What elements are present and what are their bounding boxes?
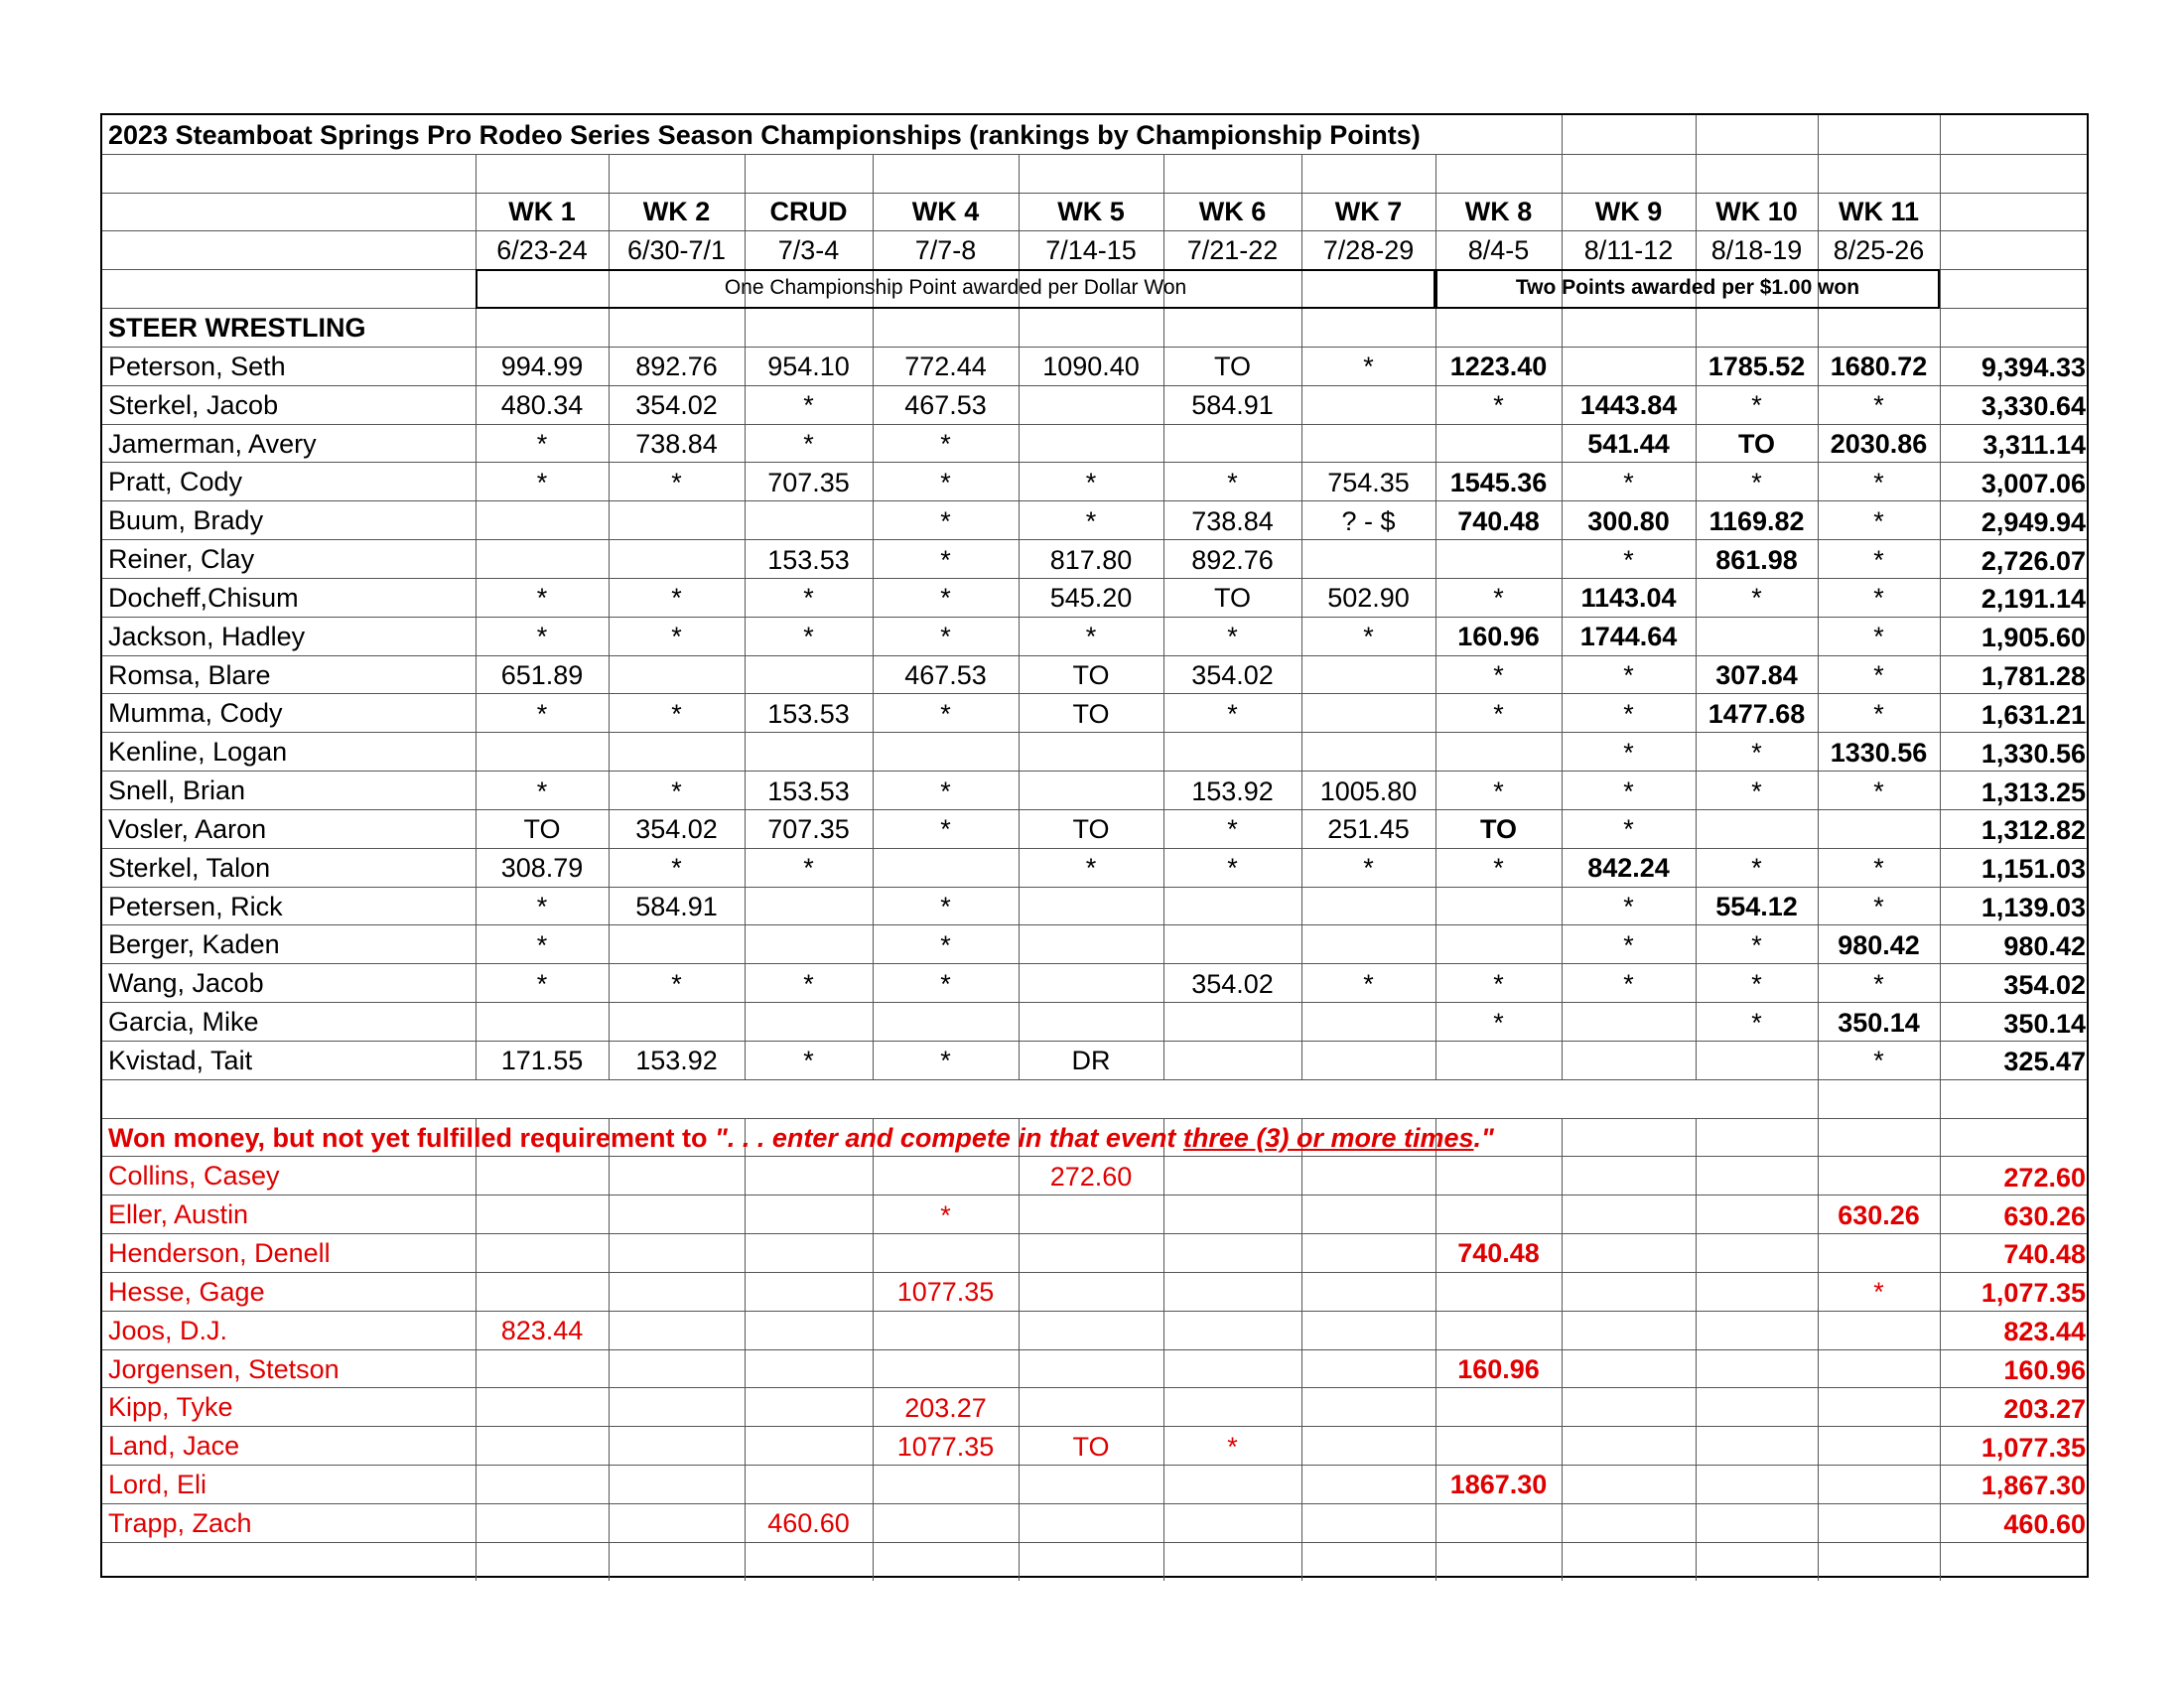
requirement-note: [108, 1119, 1494, 1157]
contestant-name: Joos, D.J.: [108, 1315, 228, 1345]
week-result: 754.35: [1327, 467, 1410, 497]
week-result: 272.60: [1049, 1161, 1133, 1192]
contestant-name: Jackson, Hadley: [108, 621, 306, 651]
contestant-name: Peterson, Seth: [108, 351, 286, 381]
week-result: *: [1751, 929, 1762, 960]
week-result: *: [1751, 1007, 1762, 1038]
points-total: 1,867.30: [1980, 1471, 2086, 1501]
week-result: *: [671, 622, 682, 652]
row-divider: [102, 1542, 2087, 1543]
requirement-note-emphasis: three (3) or more times: [1182, 1122, 1474, 1153]
week-result: 350.14: [1838, 1007, 1920, 1038]
week-result: 545.20: [1049, 583, 1133, 614]
points-total: 1,905.60: [1980, 623, 2086, 653]
row-divider: [102, 1503, 2087, 1504]
week-result: *: [803, 968, 814, 999]
week-result: *: [1623, 814, 1634, 845]
week-result: 584.91: [1191, 390, 1274, 421]
column-divider: [609, 1118, 610, 1581]
requirement-note-text: Won money, but not yet fulfilled requirement to ". . . enter and compete in that event: [108, 1122, 1183, 1153]
event-heading: STEER WRESTLING: [108, 313, 366, 344]
week-result: *: [1363, 853, 1374, 884]
points-total: 354.02: [2003, 969, 2086, 1000]
contestant-name: Buum, Brady: [108, 505, 264, 536]
week-result: *: [1227, 1431, 1238, 1462]
week-header: WK 5: [1057, 197, 1125, 227]
week-result: 2030.86: [1830, 429, 1928, 460]
week-result: 354.02: [1191, 660, 1274, 691]
week-result: 203.27: [904, 1392, 987, 1423]
week-result: *: [1751, 467, 1762, 497]
week-result: 467.53: [904, 660, 987, 691]
week-result: *: [1873, 467, 1884, 497]
week-result: *: [671, 583, 682, 614]
week-result: *: [1873, 1046, 1884, 1076]
week-result: 994.99: [500, 352, 584, 382]
week-result: *: [536, 467, 548, 497]
week-result: *: [1623, 775, 1634, 806]
week-header: CRUD: [769, 197, 848, 227]
points-total: 1,313.25: [1980, 776, 2086, 807]
week-result: *: [940, 968, 951, 999]
week-result: *: [940, 544, 951, 575]
week-result: *: [1227, 467, 1238, 497]
week-result: *: [1227, 622, 1238, 652]
one-point-note: One Championship Point awarded per Dollar Won: [724, 275, 1187, 299]
week-result: *: [1493, 698, 1504, 729]
points-total: 350.14: [2003, 1008, 2086, 1039]
week-header: WK 1: [508, 197, 576, 227]
week-result: 861.98: [1715, 544, 1798, 575]
points-total: 1,139.03: [1980, 893, 2086, 922]
week-result: 954.10: [767, 352, 850, 382]
week-result: *: [1623, 467, 1634, 497]
week-result: *: [940, 892, 951, 921]
week-result: *: [1623, 698, 1634, 729]
week-result: 1785.52: [1707, 352, 1806, 382]
contestant-name: Collins, Casey: [108, 1161, 280, 1192]
week-result: *: [803, 853, 814, 884]
contestant-name: Reiner, Clay: [108, 544, 255, 575]
week-result: *: [1623, 968, 1634, 999]
week-result: *: [1363, 352, 1374, 382]
week-result: *: [1623, 660, 1634, 691]
week-dates: 7/21-22: [1186, 234, 1279, 265]
week-result: *: [1493, 583, 1504, 614]
points-total: 160.96: [2003, 1354, 2086, 1385]
week-result: *: [803, 622, 814, 652]
week-result: *: [1227, 814, 1238, 845]
week-result: *: [1751, 853, 1762, 884]
week-result: TO: [1479, 814, 1517, 845]
week-result: 842.24: [1587, 853, 1670, 884]
week-result: *: [1493, 660, 1504, 691]
week-result: *: [940, 583, 951, 614]
points-total: 272.60: [2003, 1162, 2086, 1193]
week-result: *: [1873, 775, 1884, 806]
week-result: 153.92: [635, 1046, 718, 1076]
requirement-note-end: .": [1473, 1122, 1494, 1153]
points-total: 325.47: [2003, 1047, 2086, 1077]
week-result: 307.84: [1715, 660, 1798, 691]
column-divider: [1562, 1118, 1563, 1581]
week-result: *: [536, 968, 548, 999]
week-result: *: [940, 775, 951, 806]
column-divider: [1435, 1118, 1436, 1581]
points-total: 3,330.64: [1980, 391, 2086, 422]
week-dates: 6/30-7/1: [626, 234, 727, 265]
week-result: 541.44: [1587, 429, 1670, 460]
week-result: *: [1085, 467, 1097, 497]
week-result: *: [1873, 660, 1884, 691]
week-result: 738.84: [635, 429, 718, 460]
week-result: *: [940, 429, 951, 460]
row-divider: [102, 1233, 2087, 1234]
week-result: 630.26: [1838, 1199, 1920, 1230]
week-result: TO: [1213, 583, 1251, 614]
week-result: *: [1493, 390, 1504, 421]
week-result: *: [1751, 583, 1762, 614]
week-result: 502.90: [1327, 583, 1410, 614]
week-result: *: [536, 892, 548, 921]
week-result: ? - $: [1341, 505, 1396, 536]
week-result: TO: [1072, 660, 1110, 691]
contestant-name: Jamerman, Avery: [108, 428, 317, 459]
week-result: *: [1751, 737, 1762, 768]
column-divider: [873, 1118, 874, 1581]
points-total: 630.26: [2003, 1200, 2086, 1231]
contestant-name: Land, Jace: [108, 1431, 240, 1462]
points-total: 2,191.14: [1980, 584, 2086, 615]
week-result: *: [1751, 390, 1762, 421]
column-divider: [1301, 1118, 1302, 1581]
week-result: 251.45: [1327, 814, 1410, 845]
week-result: *: [1493, 775, 1504, 806]
contestant-name: Snell, Brian: [108, 775, 246, 806]
week-dates: 7/28-29: [1322, 234, 1415, 265]
week-result: *: [671, 853, 682, 884]
week-result: 1077.35: [896, 1431, 995, 1462]
week-result: *: [671, 698, 682, 729]
week-result: 153.53: [767, 775, 850, 806]
contestant-name: Eller, Austin: [108, 1199, 249, 1230]
week-dates: 8/18-19: [1710, 234, 1803, 265]
week-result: *: [1623, 737, 1634, 768]
points-total: 1,631.21: [1980, 699, 2086, 730]
week-result: TO: [1737, 429, 1775, 460]
column-divider: [1818, 115, 1819, 1581]
week-result: *: [1085, 622, 1097, 652]
week-result: *: [536, 622, 548, 652]
week-result: TO: [1072, 698, 1110, 729]
week-result: 1744.64: [1579, 622, 1678, 652]
points-total: 980.42: [2003, 930, 2086, 961]
week-result: *: [671, 968, 682, 999]
week-result: *: [940, 814, 951, 845]
week-result: 980.42: [1838, 929, 1920, 960]
contestant-name: Vosler, Aaron: [108, 813, 267, 844]
points-total: 460.60: [2003, 1509, 2086, 1540]
week-result: *: [671, 775, 682, 806]
week-result: *: [671, 467, 682, 497]
week-header: WK 8: [1464, 197, 1533, 227]
week-result: *: [1873, 968, 1884, 999]
week-result: 1005.80: [1319, 775, 1418, 806]
week-result: 892.76: [1191, 544, 1274, 575]
week-result: 153.92: [1191, 775, 1274, 806]
week-result: *: [1751, 968, 1762, 999]
week-header: WK 2: [642, 197, 711, 227]
week-result: 160.96: [1457, 1353, 1540, 1384]
row-divider: [102, 1272, 2087, 1273]
week-dates: 8/11-12: [1583, 234, 1674, 265]
week-result: 817.80: [1049, 544, 1133, 575]
week-result: *: [1873, 853, 1884, 884]
column-divider: [1163, 1118, 1164, 1581]
week-result: 308.79: [500, 853, 584, 884]
week-result: 1443.84: [1579, 390, 1678, 421]
week-result: 651.89: [500, 660, 584, 691]
week-result: 584.91: [635, 892, 718, 921]
week-result: *: [1227, 698, 1238, 729]
week-result: *: [803, 583, 814, 614]
week-result: *: [940, 929, 951, 960]
week-result: 740.48: [1457, 505, 1540, 536]
points-total: 3,311.14: [1982, 430, 2086, 461]
week-result: 772.44: [904, 352, 987, 382]
contestant-name: Kipp, Tyke: [108, 1392, 233, 1423]
week-result: 354.02: [1191, 968, 1274, 999]
week-result: 1680.72: [1830, 352, 1928, 382]
points-total: 2,726.07: [1980, 545, 2086, 576]
points-total: 2,949.94: [1980, 506, 2086, 537]
contestant-name: Trapp, Zach: [108, 1507, 252, 1538]
week-result: 354.02: [635, 814, 718, 845]
week-header: WK 9: [1594, 197, 1663, 227]
week-result: 1090.40: [1042, 352, 1140, 382]
week-result: 171.55: [500, 1046, 584, 1076]
contestant-name: Jorgensen, Stetson: [108, 1353, 340, 1384]
row-divider: [102, 1349, 2087, 1350]
points-total: 1,312.82: [1980, 815, 2086, 846]
week-result: 554.12: [1715, 892, 1798, 921]
week-result: 153.53: [767, 544, 850, 575]
week-result: *: [1623, 544, 1634, 575]
week-result: 823.44: [500, 1316, 584, 1346]
week-result: 892.76: [635, 352, 718, 382]
contestant-name: Hesse, Gage: [108, 1276, 265, 1307]
week-result: 460.60: [767, 1508, 850, 1539]
week-result: *: [1873, 1277, 1884, 1308]
contestant-name: Pratt, Cody: [108, 467, 243, 497]
week-result: DR: [1071, 1046, 1111, 1076]
page-title: 2023 Steamboat Springs Pro Rodeo Series Season Championships (rankings by Championship Points): [108, 116, 1429, 154]
week-result: *: [1363, 622, 1374, 652]
week-result: 1223.40: [1449, 352, 1548, 382]
contestant-name: Sterkel, Talon: [108, 852, 271, 883]
week-header: WK 6: [1198, 197, 1267, 227]
points-total: 1,151.03: [1980, 854, 2086, 885]
week-result: *: [536, 929, 548, 960]
week-result: *: [1873, 622, 1884, 652]
week-result: 1477.68: [1707, 698, 1806, 729]
contestant-name: Docheff,Chisum: [108, 582, 299, 613]
standings-table: [100, 113, 2089, 1578]
week-result: *: [536, 583, 548, 614]
contestant-name: Sterkel, Jacob: [108, 389, 279, 420]
points-total: 1,330.56: [1980, 738, 2086, 769]
week-result: 1143.04: [1580, 583, 1677, 614]
row-divider: [102, 1311, 2087, 1312]
week-result: *: [1363, 968, 1374, 999]
week-header: WK 10: [1715, 197, 1798, 227]
week-result: *: [536, 775, 548, 806]
week-result: TO: [523, 814, 561, 845]
week-result: 1169.82: [1708, 505, 1805, 536]
week-result: *: [1493, 1007, 1504, 1038]
week-result: 740.48: [1457, 1238, 1540, 1269]
week-result: 300.80: [1587, 505, 1670, 536]
row-divider: [102, 1387, 2087, 1388]
week-result: *: [1873, 390, 1884, 421]
week-result: *: [1493, 968, 1504, 999]
week-result: *: [940, 505, 951, 536]
contestant-name: Wang, Jacob: [108, 968, 264, 999]
week-header: WK 4: [911, 197, 980, 227]
week-result: *: [1085, 853, 1097, 884]
contestant-name: Henderson, Denell: [108, 1238, 331, 1269]
points-total: 203.27: [2003, 1393, 2086, 1424]
week-result: *: [940, 622, 951, 652]
week-result: *: [1873, 892, 1884, 921]
week-result: TO: [1072, 1431, 1110, 1462]
week-dates: 8/4-5: [1467, 234, 1530, 265]
week-result: 1867.30: [1449, 1470, 1548, 1500]
points-total: 1,077.35: [1980, 1278, 2086, 1309]
week-result: 467.53: [904, 390, 987, 421]
points-total: 3,007.06: [1980, 468, 2086, 498]
contestant-name: Kvistad, Tait: [108, 1045, 253, 1075]
week-result: *: [940, 1199, 951, 1230]
week-result: 160.96: [1457, 622, 1540, 652]
week-result: TO: [1213, 352, 1251, 382]
week-dates: 8/25-26: [1833, 234, 1925, 265]
week-result: *: [1751, 775, 1762, 806]
week-result: *: [803, 390, 814, 421]
week-result: TO: [1072, 814, 1110, 845]
week-result: *: [803, 429, 814, 460]
contestant-name: Berger, Kaden: [108, 929, 280, 960]
column-divider: [1696, 1118, 1697, 1581]
points-total: 9,394.33: [1980, 352, 2086, 383]
two-points-note: Two Points awarded per $1.00 won: [1515, 275, 1860, 299]
week-header: WK 7: [1334, 197, 1403, 227]
contestant-name: Romsa, Blare: [108, 659, 271, 690]
week-result: *: [1227, 853, 1238, 884]
week-result: *: [1085, 505, 1097, 536]
points-total: 740.48: [2003, 1239, 2086, 1270]
contestant-name: Garcia, Mike: [108, 1007, 259, 1038]
week-header: WK 11: [1838, 197, 1920, 227]
week-result: *: [1873, 583, 1884, 614]
week-result: 1077.35: [896, 1277, 995, 1308]
week-result: *: [940, 698, 951, 729]
week-result: *: [1623, 892, 1634, 921]
week-result: *: [1623, 929, 1634, 960]
week-dates: 6/23-24: [496, 234, 588, 265]
week-result: 480.34: [500, 390, 584, 421]
week-result: *: [1493, 853, 1504, 884]
points-total: 1,077.35: [1980, 1432, 2086, 1463]
contestant-name: Kenline, Logan: [108, 737, 288, 768]
week-result: *: [1873, 544, 1884, 575]
week-result: *: [940, 467, 951, 497]
week-result: 707.35: [767, 814, 850, 845]
week-result: 738.84: [1191, 505, 1274, 536]
contestant-name: Petersen, Rick: [108, 891, 283, 921]
week-result: 354.02: [635, 390, 718, 421]
week-result: 707.35: [767, 467, 850, 497]
week-result: *: [536, 429, 548, 460]
week-dates: 7/3-4: [777, 234, 840, 265]
points-total: 823.44: [2003, 1317, 2086, 1347]
week-result: 1545.36: [1449, 467, 1548, 497]
week-result: *: [1873, 698, 1884, 729]
week-result: *: [940, 1046, 951, 1076]
week-result: *: [536, 698, 548, 729]
contestant-name: Mumma, Cody: [108, 698, 283, 729]
week-result: *: [1873, 505, 1884, 536]
week-result: *: [803, 1046, 814, 1076]
week-result: 153.53: [767, 698, 850, 729]
contestant-name: Lord, Eli: [108, 1470, 207, 1500]
week-dates: 7/7-8: [914, 234, 977, 265]
week-dates: 7/14-15: [1045, 234, 1137, 265]
week-result: 1330.56: [1830, 737, 1928, 768]
points-total: 1,781.28: [1980, 661, 2086, 692]
